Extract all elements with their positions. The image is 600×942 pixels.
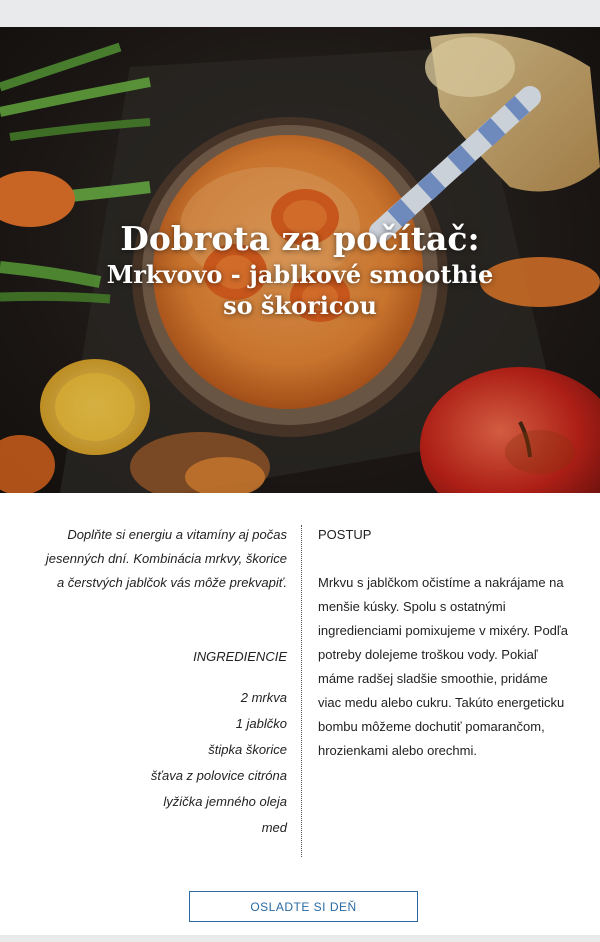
ingredient-item: štipka škorice xyxy=(208,742,287,757)
ingredient-item: lyžička jemného oleja xyxy=(163,794,287,809)
column-divider xyxy=(301,525,302,857)
recipe-content xyxy=(0,493,600,935)
ingredient-item: 1 jablčko xyxy=(235,716,287,731)
ingredients-heading: INGREDIENCIE xyxy=(193,649,287,664)
cta-button[interactable]: OSLADTE SI DEŇ xyxy=(189,891,418,922)
ingredient-item: šťava z polovice citróna xyxy=(150,768,287,783)
hero-title-line-1: Dobrota za počítač: xyxy=(120,219,480,258)
intro-text: Doplňte si energiu a vitamíny aj počas jesenných dní. Kombinácia mrkvy, škorice a čerstvých jablčok vás môže prekvapiť. xyxy=(45,527,287,590)
hero-banner xyxy=(0,27,600,493)
method-text: Mrkvu s jablčkom očistíme a nakrájame na menšie kúsky. Spolu s ostatnými ingredienciami pomixujeme v mixéry. Podľa potreby dolejeme troškou vody. Pokiaľ máme radšej sladšie smoothie, pridáme viac medu alebo cukru. Takúto energeticku bombu môžeme dochutiť pomarančom, hrozienkami alebo orechmi. xyxy=(318,575,568,758)
hero-title-line-3: so škoricou xyxy=(223,291,377,320)
right-column xyxy=(318,523,570,763)
left-column xyxy=(40,523,287,841)
bottom-bar xyxy=(0,935,600,942)
hero-title xyxy=(0,219,600,321)
ingredient-item: med xyxy=(261,820,287,835)
ingredient-item: 2 mrkva xyxy=(240,690,287,705)
top-bar xyxy=(0,0,600,27)
ingredients-list xyxy=(40,685,287,841)
hero-title-line-2: Mrkvovo - jablkové smoothie xyxy=(106,260,494,289)
method-heading: POSTUP xyxy=(318,527,372,542)
